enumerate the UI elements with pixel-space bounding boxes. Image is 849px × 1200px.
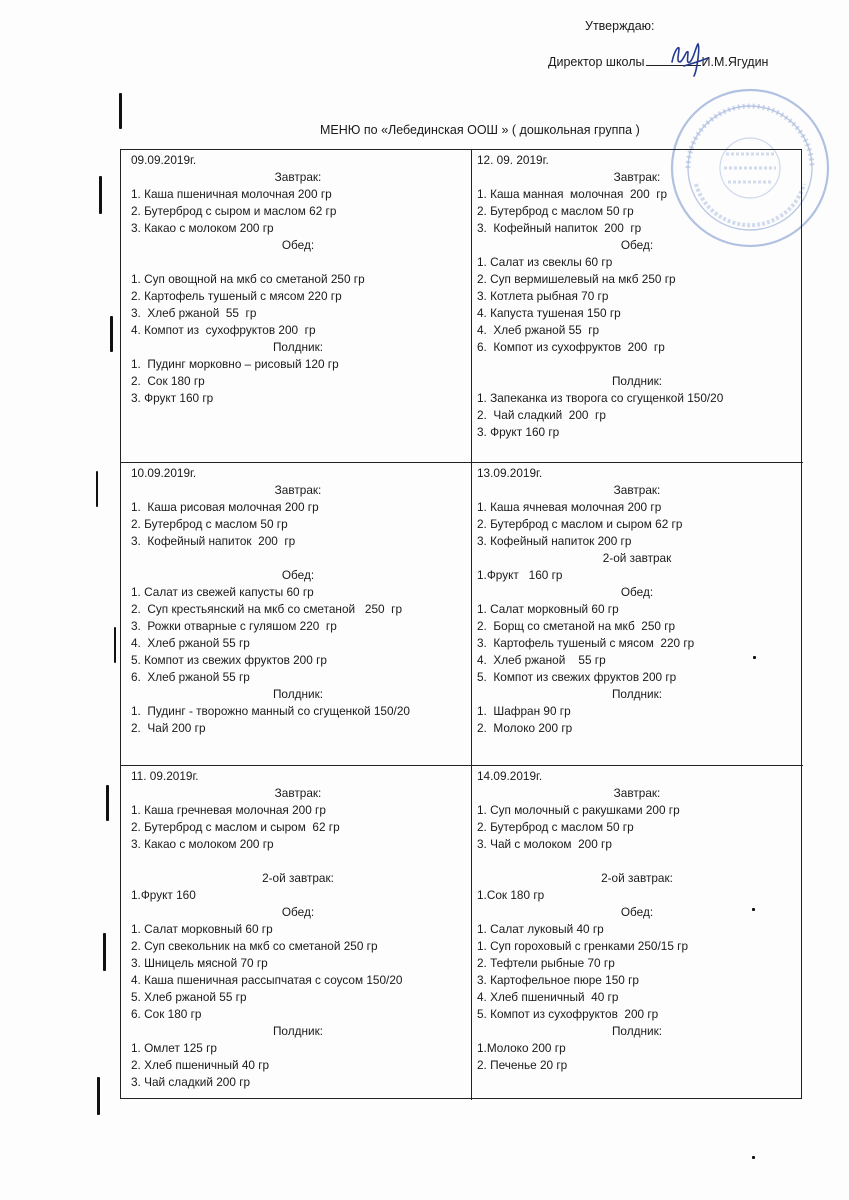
menu-item: 1. Каша гречневая молочная 200 гр bbox=[131, 803, 326, 817]
scan-mark bbox=[119, 93, 122, 129]
menu-item: 2. Картофель тушеный с мясом 220 гр bbox=[131, 289, 342, 303]
menu-item: 3. Какао с молоком 200 гр bbox=[131, 221, 274, 235]
day-date: 10.09.2019г. bbox=[131, 466, 197, 480]
menu-item: 3. Какао с молоком 200 гр bbox=[131, 837, 274, 851]
menu-item: 3. Картофель тушеный с мясом 220 гр bbox=[477, 636, 695, 650]
meal-heading: Полдник: bbox=[611, 1024, 663, 1038]
director-label: Директор школы bbox=[548, 55, 645, 69]
menu-item: 4. Хлеб ржаной 55 гр bbox=[131, 636, 250, 650]
menu-day-cell bbox=[472, 463, 803, 766]
menu-item: 6. Хлеб ржаной 55 гр bbox=[131, 670, 250, 684]
meal-heading: Полдник: bbox=[611, 374, 663, 388]
meal-heading: Завтрак: bbox=[613, 483, 661, 497]
meal-heading: Обед: bbox=[620, 585, 654, 599]
approval-heading: Утверждаю: bbox=[585, 19, 655, 33]
menu-item: 1. Каша манная молочная 200 гр bbox=[477, 187, 668, 201]
meal-heading: Завтрак: bbox=[274, 483, 322, 497]
meal-heading: Обед: bbox=[620, 905, 654, 919]
menu-day-cell bbox=[121, 766, 472, 1100]
signature-image bbox=[664, 40, 710, 80]
scan-mark bbox=[103, 933, 106, 971]
menu-item: 2. Суп свекольник на мкб со сметаной 250 гр bbox=[131, 939, 378, 953]
menu-item: 3. Картофельное пюре 150 гр bbox=[477, 973, 639, 987]
meal-heading: Обед: bbox=[281, 238, 315, 252]
menu-item: 2. Тефтели рыбные 70 гр bbox=[477, 956, 615, 970]
meal-heading: Полдник: bbox=[611, 687, 663, 701]
scan-mark bbox=[99, 176, 102, 214]
menu-item: 2. Чай сладкий 200 гр bbox=[477, 408, 606, 422]
meal-heading: Завтрак: bbox=[613, 786, 661, 800]
menu-item: 5. Хлеб ржаной 55 гр bbox=[131, 990, 247, 1004]
menu-item: 3. Рожки отварные с гуляшом 220 гр bbox=[131, 619, 337, 633]
menu-item: 5. Компот из сухофруктов 200 гр bbox=[477, 1007, 659, 1021]
meal-heading: Полдник: bbox=[272, 340, 324, 354]
menu-item: 5. Компот из свежих фруктов 200 гр bbox=[477, 670, 677, 684]
menu-item: 2. Суп крестьянский на мкб со сметаной 250 гр bbox=[131, 602, 403, 616]
menu-item: 3. Кофейный напиток 200 гр bbox=[477, 221, 642, 235]
menu-item: 4. Хлеб ржаной 55 гр bbox=[477, 653, 606, 667]
menu-item: 3. Фрукт 160 гр bbox=[477, 425, 560, 439]
menu-item: 1.Сок 180 гр bbox=[477, 888, 545, 902]
meal-heading: Завтрак: bbox=[274, 170, 322, 184]
meal-heading: Полдник: bbox=[272, 1024, 324, 1038]
menu-item: 2. Бутерброд с маслом и сыром 62 гр bbox=[131, 820, 340, 834]
menu-item: 3. Чай с молоком 200 гр bbox=[477, 837, 612, 851]
menu-item: 1. Пудинг морковно – рисовый 120 гр bbox=[131, 357, 339, 371]
menu-item: 4. Каша пшеничная рассыпчатая с соусом 150/20 bbox=[131, 973, 403, 987]
menu-item: 1. Каша ячневая молочная 200 гр bbox=[477, 500, 662, 514]
menu-item: 2. Бутерброд с маслом и сыром 62 гр bbox=[477, 517, 683, 531]
menu-item: 5. Компот из свежих фруктов 200 гр bbox=[131, 653, 327, 667]
day-date: 11. 09.2019г. bbox=[131, 769, 199, 783]
menu-item: 2. Бутерброд с сыром и маслом 62 гр bbox=[131, 204, 337, 218]
meal-heading: 2-ой завтрак bbox=[602, 551, 672, 565]
scan-mark bbox=[753, 656, 756, 659]
menu-item: 1.Фрукт 160 гр bbox=[477, 568, 563, 582]
menu-item: 3. Кофейный напиток 200 гр bbox=[477, 534, 632, 548]
menu-item: 1. Пудинг - творожно манный со сгущенкой 150/20 bbox=[131, 704, 410, 718]
meal-heading: Полдник: bbox=[272, 687, 324, 701]
spacer bbox=[131, 550, 465, 567]
menu-item: 3. Котлета рыбная 70 гр bbox=[477, 289, 609, 303]
meal-heading: Завтрак: bbox=[274, 786, 322, 800]
menu-item: 2. Чай 200 гр bbox=[131, 721, 206, 735]
scan-mark bbox=[96, 471, 98, 507]
spacer bbox=[477, 853, 797, 870]
menu-item: 3. Шницель мясной 70 гр bbox=[131, 956, 268, 970]
day-date: 14.09.2019г. bbox=[477, 769, 543, 783]
menu-item: 2. Борщ со сметаной на мкб 250 гр bbox=[477, 619, 676, 633]
page-title: МЕНЮ по «Лебединская ООШ » ( дошкольная группа ) bbox=[320, 123, 640, 137]
menu-item: 4. Капуста тушеная 150 гр bbox=[477, 306, 621, 320]
menu-item: 6. Сок 180 гр bbox=[131, 1007, 202, 1021]
day-date: 09.09.2019г. bbox=[131, 153, 197, 167]
menu-item: 2. Печенье 20 гр bbox=[477, 1058, 568, 1072]
day-date: 12. 09. 2019г. bbox=[477, 153, 549, 167]
menu-item: 2. Бутерброд с маслом 50 гр bbox=[477, 820, 634, 834]
scan-mark bbox=[114, 627, 116, 663]
menu-item: 3. Фрукт 160 гр bbox=[131, 391, 214, 405]
menu-item: 1. Суп овощной на мкб со сметаной 250 гр bbox=[131, 272, 365, 286]
menu-item: 1. Запеканка из творога со сгущенкой 150/20 bbox=[477, 391, 724, 405]
director-name: И.М.Ягудин bbox=[701, 55, 769, 69]
meal-heading: 2-ой завтрак: bbox=[262, 871, 334, 885]
menu-item: 3. Чай сладкий 200 гр bbox=[131, 1075, 251, 1089]
menu-item: 2. Бутерброд с маслом 50 гр bbox=[477, 204, 634, 218]
day-date: 13.09.2019г. bbox=[477, 466, 543, 480]
menu-item: 6. Компот из сухофруктов 200 гр bbox=[477, 340, 665, 354]
menu-item: 1. Салат морковный 60 гр bbox=[477, 602, 619, 616]
menu-day-cell bbox=[472, 766, 803, 1100]
spacer bbox=[131, 853, 465, 870]
menu-item: 4. Хлеб ржаной 55 гр bbox=[477, 323, 600, 337]
spacer bbox=[477, 356, 797, 373]
menu-item: 1.Фрукт 160 bbox=[131, 888, 196, 902]
menu-day-cell bbox=[121, 463, 472, 766]
scan-mark bbox=[752, 908, 755, 911]
menu-item: 1. Каша рисовая молочная 200 гр bbox=[131, 500, 319, 514]
meal-heading: Завтрак: bbox=[613, 170, 661, 184]
menu-item: 4. Хлеб пшеничный 40 гр bbox=[477, 990, 619, 1004]
menu-item: 1. Каша пшеничная молочная 200 гр bbox=[131, 187, 332, 201]
menu-item: 1. Шафран 90 гр bbox=[477, 704, 571, 718]
meal-heading: 2-ой завтрак: bbox=[601, 871, 673, 885]
menu-item: 3. Кофейный напиток 200 гр bbox=[131, 534, 296, 548]
menu-item: 1. Суп молочный с ракушками 200 гр bbox=[477, 803, 680, 817]
meal-heading: Обед: bbox=[620, 238, 654, 252]
menu-item: 2. Молоко 200 гр bbox=[477, 721, 573, 735]
menu-item: 1.Молоко 200 гр bbox=[477, 1041, 566, 1055]
menu-item: 1. Салат морковный 60 гр bbox=[131, 922, 273, 936]
menu-item: 2. Хлеб пшеничный 40 гр bbox=[131, 1058, 270, 1072]
menu-day-cell bbox=[121, 150, 472, 463]
scan-mark bbox=[97, 1077, 100, 1115]
menu-item: 1. Салат из свеклы 60 гр bbox=[477, 255, 613, 269]
menu-item: 2. Бутерброд с маслом 50 гр bbox=[131, 517, 288, 531]
scan-mark bbox=[110, 316, 113, 352]
meal-heading: Обед: bbox=[281, 568, 315, 582]
scan-mark bbox=[752, 1156, 755, 1159]
menu-item: 3. Хлеб ржаной 55 гр bbox=[131, 306, 257, 320]
menu-item: 1. Салат луковый 40 гр bbox=[477, 922, 604, 936]
menu-day-cell bbox=[472, 150, 803, 463]
menu-table bbox=[120, 149, 802, 1099]
spacer bbox=[131, 254, 465, 271]
meal-heading: Обед: bbox=[281, 905, 315, 919]
director-line bbox=[548, 55, 768, 69]
menu-item: 1. Омлет 125 гр bbox=[131, 1041, 217, 1055]
menu-item: 4. Компот из сухофруктов 200 гр bbox=[131, 323, 316, 337]
menu-item: 2. Сок 180 гр bbox=[131, 374, 205, 388]
menu-item: 1. Салат из свежей капусты 60 гр bbox=[131, 585, 314, 599]
menu-item: 1. Суп гороховый с гренками 250/15 гр bbox=[477, 939, 689, 953]
scan-mark bbox=[106, 785, 109, 821]
menu-item: 2. Суп вермишелевый на мкб 250 гр bbox=[477, 272, 676, 286]
